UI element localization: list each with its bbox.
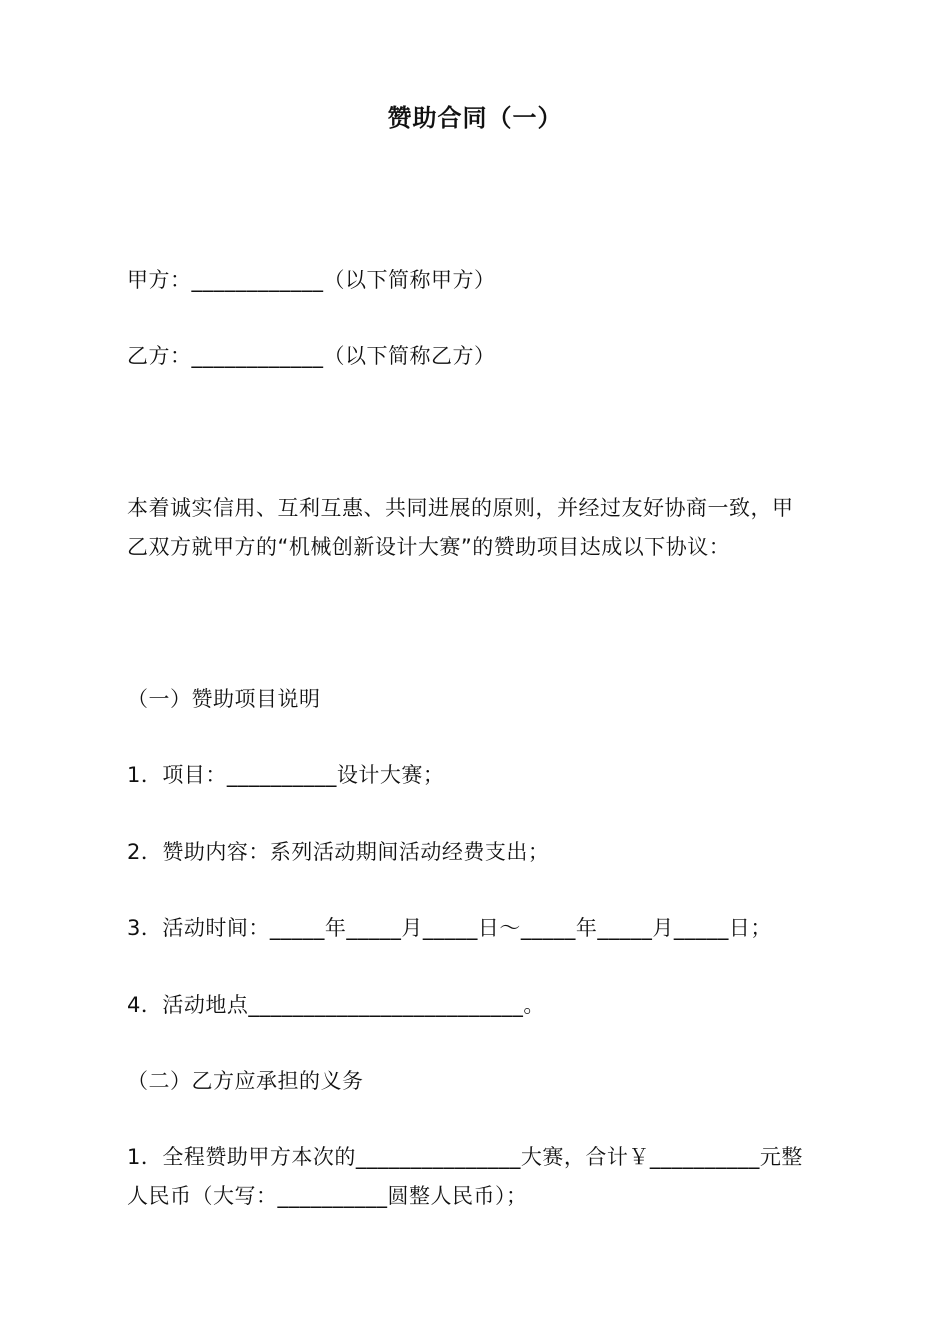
- party-a-line: 甲方：____________（以下简称甲方）: [127, 268, 496, 292]
- section-1-item-location: 4．活动地点_________________________。: [127, 993, 545, 1017]
- intro-paragraph-line-1: 本着诚实信用、互利互惠、共同进展的原则，并经过友好协商一致，甲: [127, 496, 794, 520]
- intro-paragraph-line-2: 乙双方就甲方的“机械创新设计大赛”的赞助项目达成以下协议：: [127, 535, 731, 559]
- section-1-heading: （一）赞助项目说明: [127, 687, 321, 711]
- document-title: 赞助合同（一）: [387, 104, 563, 132]
- section-1-item-content: 2．赞助内容：系列活动期间活动经费支出；: [127, 840, 550, 864]
- section-1-item-time: 3．活动时间：_____年_____月_____日～_____年_____月_____日；: [127, 916, 772, 940]
- party-b-line: 乙方：____________（以下简称乙方）: [127, 344, 496, 368]
- section-2-item-1-line-2: 人民币（大写：__________圆整人民币）；: [127, 1184, 528, 1208]
- section-2-item-1-line-1: 1．全程赞助甲方本次的_______________大赛，合计￥__________元整: [127, 1145, 803, 1169]
- section-1-item-project: 1．项目：__________设计大赛；: [127, 763, 445, 787]
- section-2-heading: （二）乙方应承担的义务: [127, 1069, 364, 1093]
